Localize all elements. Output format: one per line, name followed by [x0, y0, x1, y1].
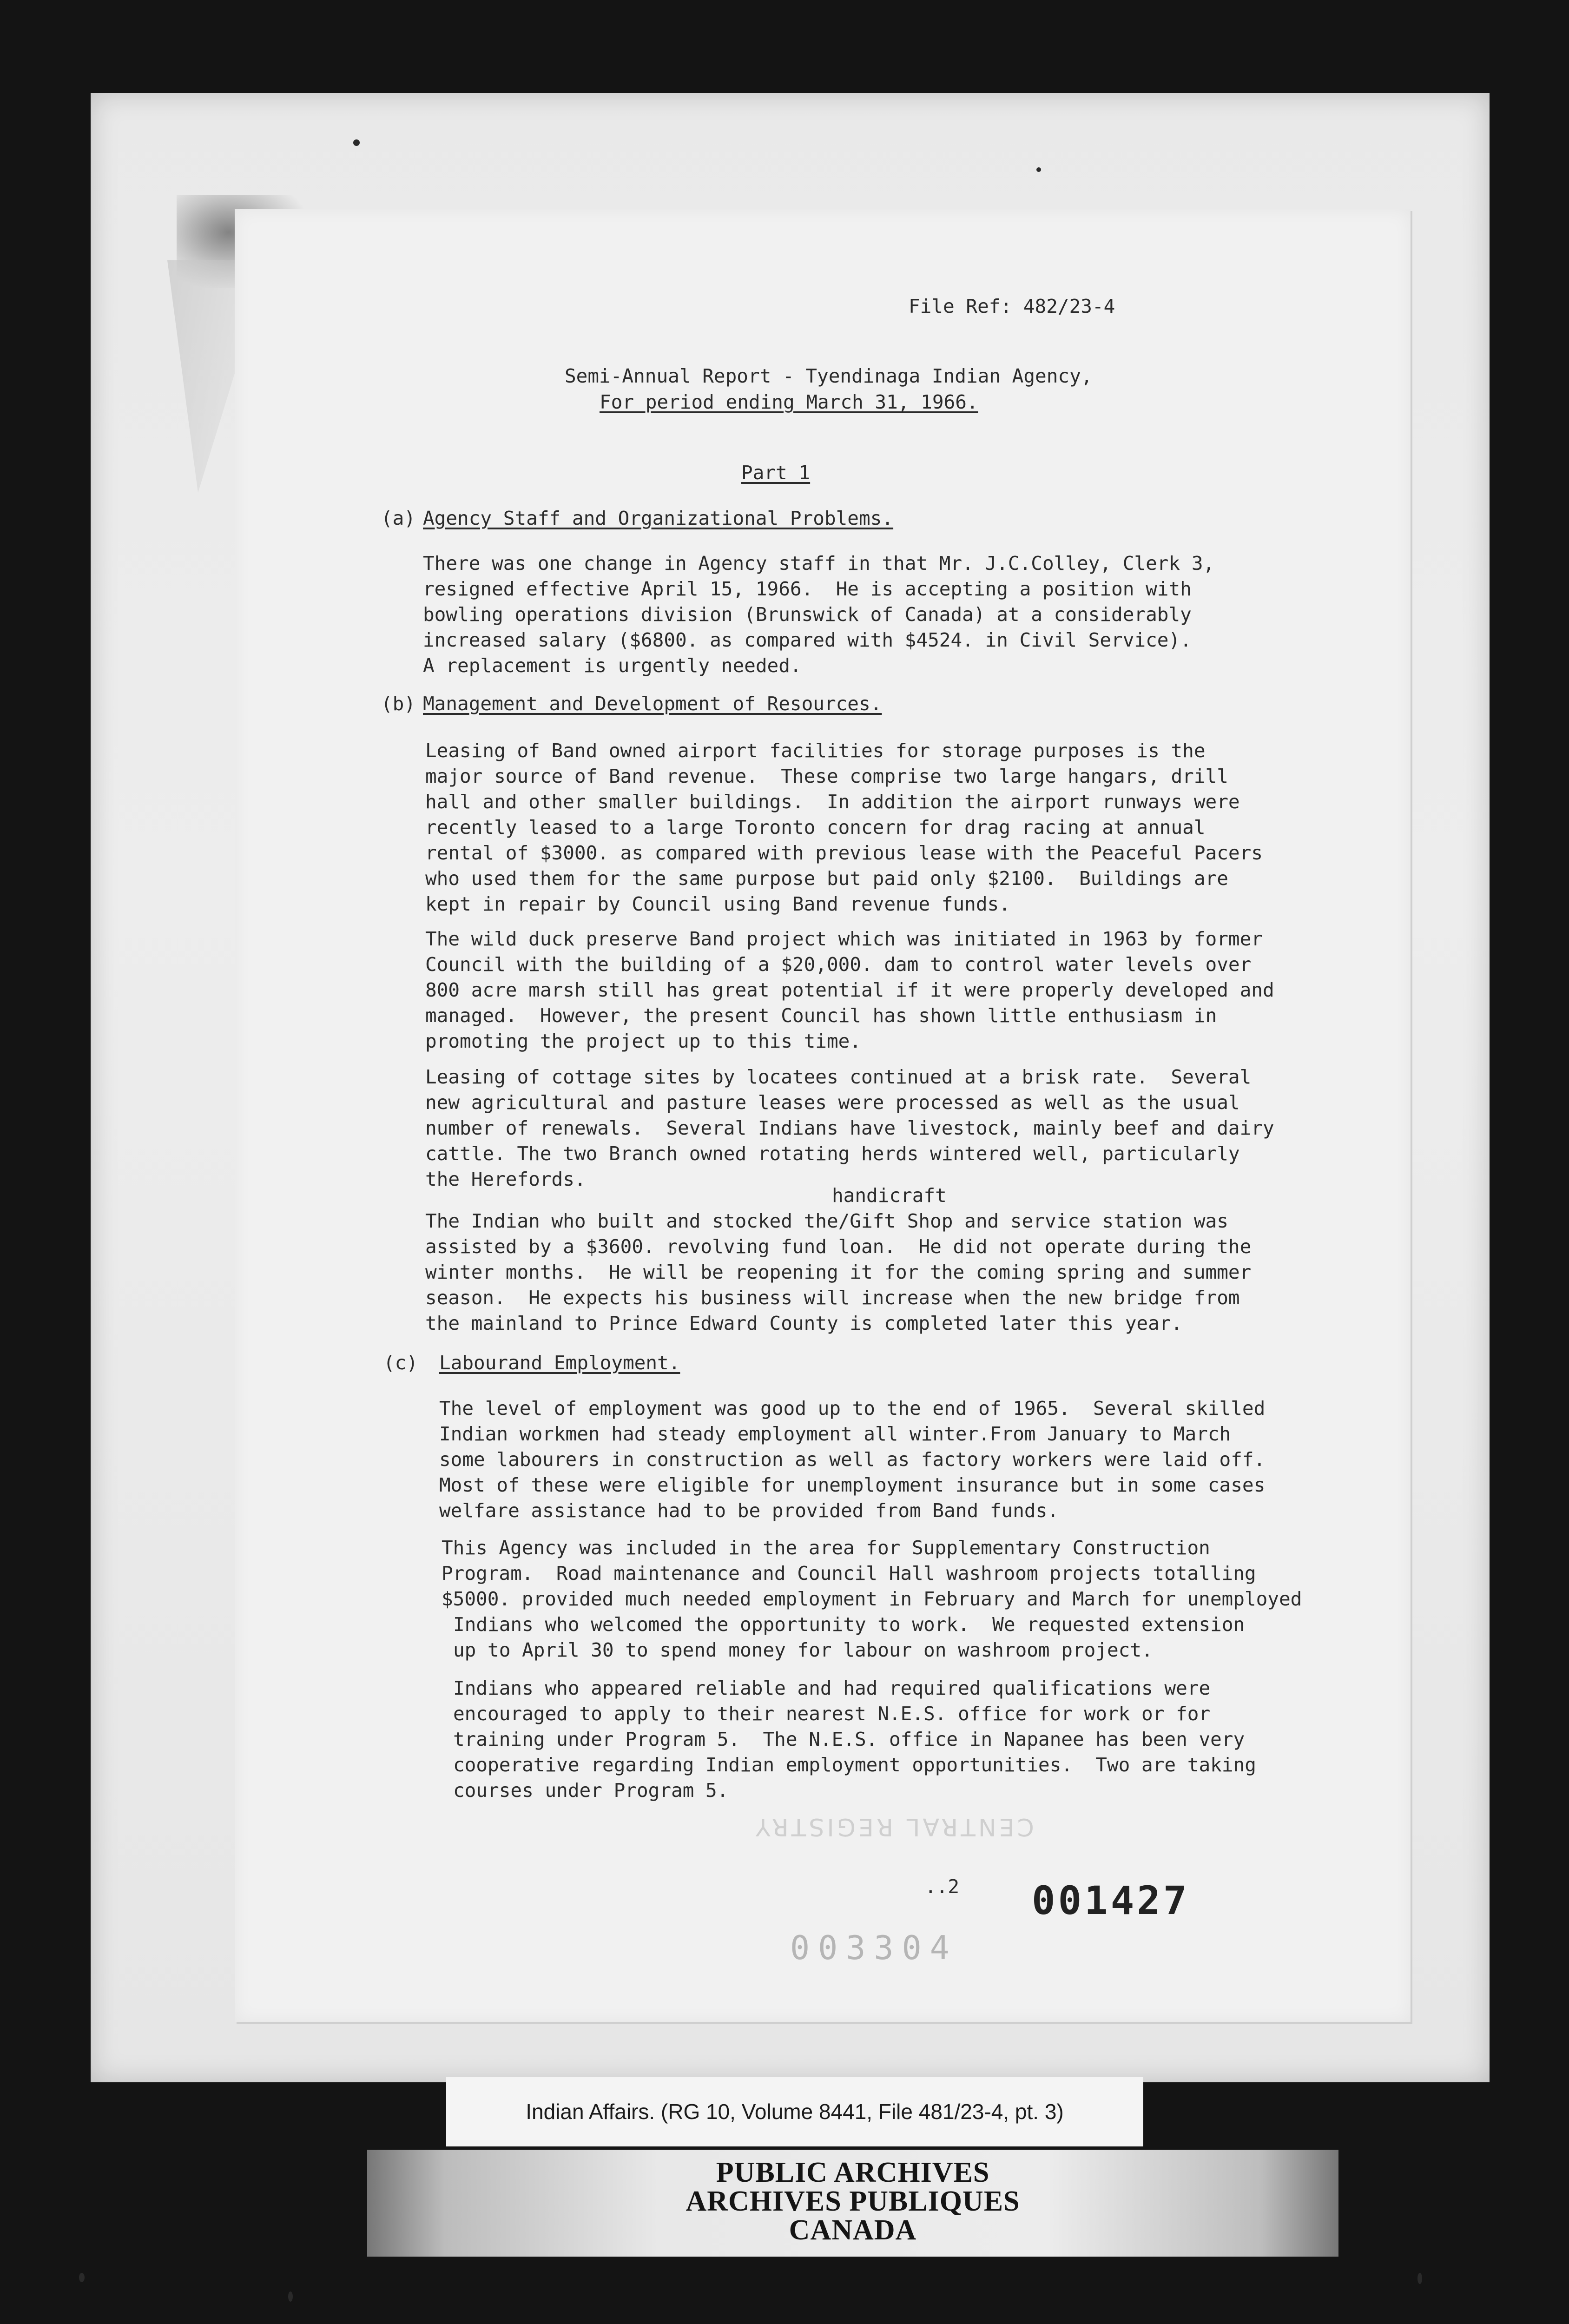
text-line: increased salary ($6800. as compared with $4524. in Civil Service).: [423, 629, 1192, 651]
text-line: welfare assistance had to be provided from Band funds.: [439, 1499, 1059, 1522]
text-line: Program. Road maintenance and Council Hall washroom projects totalling: [442, 1562, 1256, 1585]
report-title: Semi-Annual Report - Tyendinaga Indian Agency,: [565, 365, 1093, 387]
text-line: Council with the building of a $20,000. dam to control water levels over: [425, 953, 1252, 976]
document-number-stamp: 001427: [1032, 1878, 1190, 1923]
dust-speck: [353, 139, 360, 146]
text-line: Leasing of cottage sites by locatees continued at a brisk rate. Several: [425, 1066, 1252, 1088]
section-c-marker: (c): [383, 1352, 418, 1374]
text-line: Indians who welcomed the opportunity to work. We requested extension: [453, 1613, 1245, 1636]
text-line: cooperative regarding Indian employment opportunities. Two are taking: [453, 1754, 1256, 1776]
text-line: The level of employment was good up to the end of 1965. Several skilled: [439, 1397, 1266, 1419]
text-line: resigned effective April 15, 1966. He is accepting a position with: [423, 578, 1192, 600]
text-line: $5000. provided much needed employment in February and March for unemployed: [442, 1588, 1302, 1610]
text-line: assisted by a $3600. revolving fund loan. He did not operate during the: [425, 1235, 1252, 1258]
reversed-registry-stamp: CENTRAL REGISTRY: [753, 1813, 1034, 1841]
part-heading: Part 1: [741, 462, 811, 484]
text-line: Leasing of Band owned airport facilities for storage purposes is the: [425, 739, 1206, 762]
text-line: The wild duck preserve Band project which was initiated in 1963 by former: [425, 928, 1263, 950]
page-continuation: ..2: [925, 1875, 960, 1898]
section-b-paragraph-2: [425, 926, 1274, 1054]
dust-speck: [79, 2273, 85, 2282]
section-b-marker: (b): [381, 693, 416, 715]
text-line: Indians who appeared reliable and had required qualifications were: [453, 1677, 1211, 1699]
text-line: major source of Band revenue. These comprise two large hangars, drill: [425, 765, 1228, 787]
section-b-paragraph-1: [425, 738, 1263, 917]
text-line: 800 acre marsh still has great potential if it were properly developed and: [425, 979, 1274, 1001]
section-c-heading: Labourand Employment.: [439, 1352, 680, 1374]
faint-number-stamp: 003304: [790, 1929, 958, 1967]
text-line: promoting the project up to this time.: [425, 1030, 861, 1052]
text-line: cattle. The two Branch owned rotating herds wintered well, particularly: [425, 1142, 1240, 1165]
handwritten-insertion: handicraft: [832, 1184, 947, 1207]
dust-speck: [1036, 167, 1041, 172]
section-a-heading: Agency Staff and Organizational Problems.: [423, 507, 894, 529]
section-b-heading: Management and Development of Resources.: [423, 693, 882, 715]
archive-label: [367, 2158, 1338, 2245]
text-line: Most of these were eligible for unemployment insurance but in some cases: [439, 1474, 1266, 1496]
section-c-paragraph-2: [442, 1535, 1302, 1663]
text-line: season. He expects his business will increase when the new bridge from: [425, 1287, 1240, 1309]
archive-caption-strip: [446, 2077, 1143, 2146]
file-reference: File Ref: 482/23-4: [909, 295, 1115, 317]
text-line: hall and other smaller buildings. In addition the airport runways were: [425, 791, 1240, 813]
text-line: new agricultural and pasture leases were processed as well as the usual: [425, 1091, 1240, 1114]
report-period: For period ending March 31, 1966.: [600, 391, 978, 413]
text-line: A replacement is urgently needed.: [423, 654, 802, 677]
archive-line-2: ARCHIVES PUBLIQUES: [686, 2185, 1020, 2217]
text-line: the mainland to Prince Edward County is completed later this year.: [425, 1312, 1183, 1334]
text-line: bowling operations division (Brunswick of Canada) at a considerably: [423, 603, 1192, 626]
text-line: encouraged to apply to their nearest N.E.S. office for work or for: [453, 1703, 1211, 1725]
section-a-marker: (a): [381, 507, 416, 529]
text-line: rental of $3000. as compared with previous lease with the Peaceful Pacers: [425, 842, 1263, 864]
section-b-paragraph-3: [425, 1064, 1274, 1192]
text-line: up to April 30 to spend money for labour on washroom project.: [453, 1639, 1153, 1661]
archive-line-3: CANADA: [789, 2214, 917, 2246]
text-line: courses under Program 5.: [453, 1779, 729, 1802]
text-line: The Indian who built and stocked the/Gift Shop and service station was: [425, 1210, 1228, 1232]
dust-speck: [288, 2291, 293, 2302]
text-line: This Agency was included in the area for Supplementary Construction: [442, 1537, 1210, 1559]
text-line: kept in repair by Council using Band revenue funds.: [425, 893, 1010, 915]
text-line: number of renewals. Several Indians have livestock, mainly beef and dairy: [425, 1117, 1274, 1139]
archive-caption: Indian Affairs. (RG 10, Volume 8441, File 481/23-4, pt. 3): [526, 2100, 1064, 2124]
text-line: who used them for the same purpose but paid only $2100. Buildings are: [425, 867, 1228, 890]
text-line: There was one change in Agency staff in that Mr. J.C.Colley, Clerk 3,: [423, 552, 1215, 574]
dust-speck: [1417, 2273, 1422, 2284]
text-line: the Herefords.: [425, 1168, 586, 1190]
text-line: managed. However, the present Council has shown little enthusiasm in: [425, 1004, 1217, 1027]
section-c-paragraph-3: [453, 1676, 1256, 1803]
text-line: winter months. He will be reopening it for the coming spring and summer: [425, 1261, 1252, 1283]
section-b-paragraph-4: [425, 1208, 1251, 1336]
text-line: some labourers in construction as well as factory workers were laid off.: [439, 1448, 1266, 1471]
archive-line-1: PUBLIC ARCHIVES: [716, 2157, 990, 2188]
section-c-paragraph-1: [439, 1396, 1265, 1524]
text-line: recently leased to a large Toronto concern for drag racing at annual: [425, 816, 1206, 838]
text-line: Indian workmen had steady employment all winter.From January to March: [439, 1423, 1231, 1445]
text-line: training under Program 5. The N.E.S. office in Napanee has been very: [453, 1728, 1245, 1750]
archive-band: [367, 2150, 1338, 2257]
section-a-paragraph-1: [423, 551, 1214, 679]
